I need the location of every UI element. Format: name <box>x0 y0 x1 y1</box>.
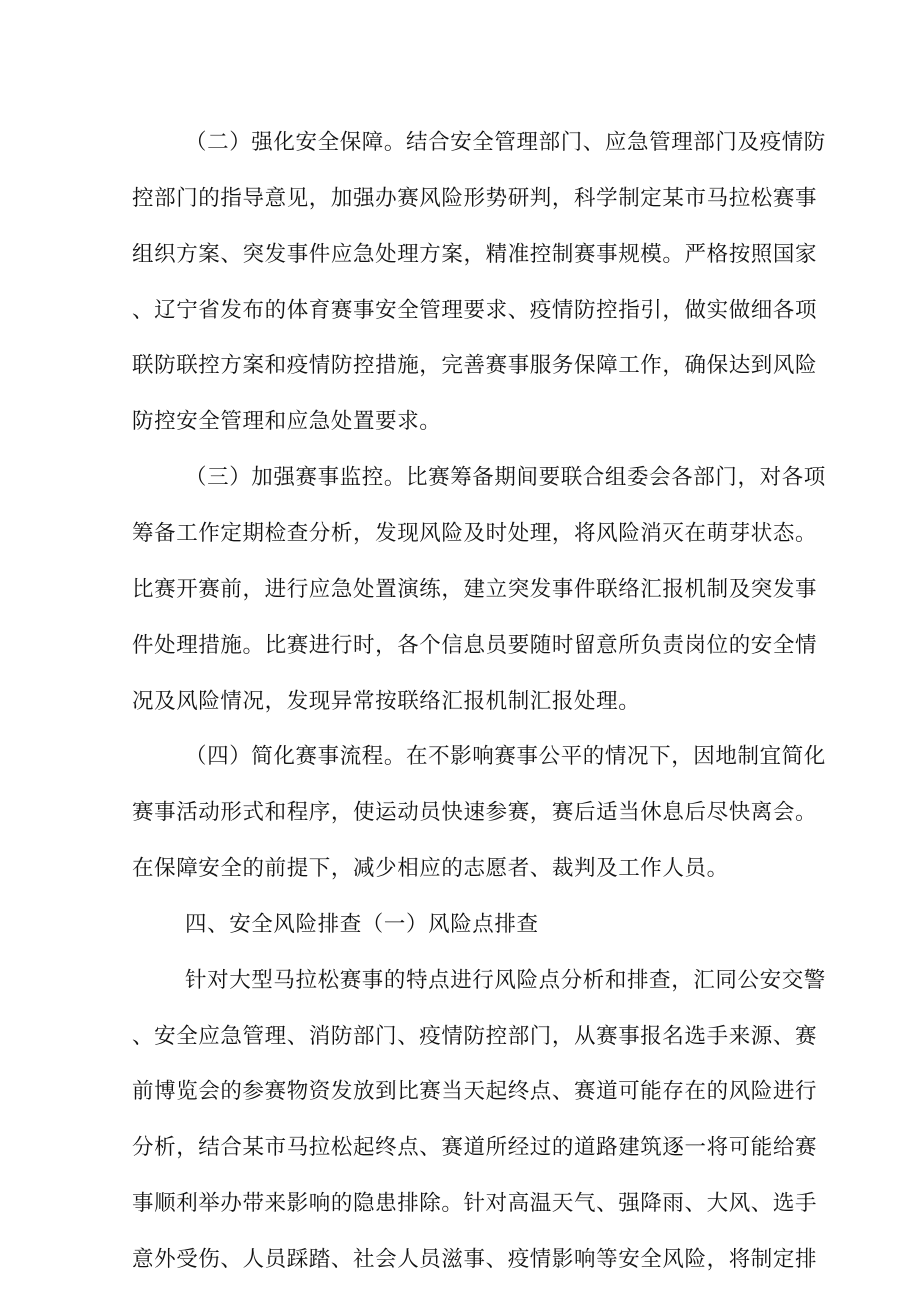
text-line-20: 事顺利举办带来影响的隐患排除。针对高温天气、强降雨、大风、选手 <box>132 1191 818 1216</box>
text-line-1: （二）强化安全保障。结合安全管理部门、应急管理部门及疫情防 <box>185 130 826 155</box>
text-line-6: 防控安全管理和应急处置要求。 <box>132 409 442 434</box>
text-line-7: （三）加强赛事监控。比赛筹备期间要联合组委会各部门，对各项 <box>185 465 826 490</box>
text-line-5: 联防联控方案和疫情防控措施，完善赛事服务保障工作，确保达到风险 <box>132 353 818 378</box>
text-line-18: 前博览会的参赛物资发放到比赛当天起终点、赛道可能存在的风险进行 <box>132 1079 818 1104</box>
text-line-16: 针对大型马拉松赛事的特点进行风险点分析和排查，汇同公安交警 <box>185 968 826 993</box>
text-line-12: （四）简化赛事流程。在不影响赛事公平的情况下，因地制宜简化 <box>185 744 826 769</box>
text-line-3: 组织方案、突发事件应急处理方案，精准控制赛事规模。严格按照国家 <box>132 242 818 267</box>
text-line-13: 赛事活动形式和程序，使运动员快速参赛，赛后适当休息后尽快离会。 <box>132 800 818 825</box>
text-line-2: 控部门的指导意见，加强办赛风险形势研判，科学制定某市马拉松赛事 <box>132 186 818 211</box>
text-line-10: 件处理措施。比赛进行时，各个信息员要随时留意所负责岗位的安全情 <box>132 633 818 658</box>
text-line-9: 比赛开赛前，进行应急处置演练，建立突发事件联络汇报机制及突发事 <box>132 577 818 602</box>
text-line-17: 、安全应急管理、消防部门、疫情防控部门，从赛事报名选手来源、赛 <box>132 1024 818 1049</box>
section-heading: 四、安全风险排查（一）风险点排查 <box>185 912 539 937</box>
text-line-21: 意外受伤、人员踩踏、社会人员滋事、疫情影响等安全风险，将制定排 <box>132 1247 818 1272</box>
text-line-4: 、辽宁省发布的体育赛事安全管理要求、疫情防控指引，做实做细各项 <box>132 298 818 323</box>
text-line-14: 在保障安全的前提下，减少相应的志愿者、裁判及工作人员。 <box>132 856 729 881</box>
text-line-11: 况及风险情况，发现异常按联络汇报机制汇报处理。 <box>132 689 641 714</box>
text-line-8: 筹备工作定期检查分析，发现风险及时处理，将风险消灭在萌芽状态。 <box>132 521 818 546</box>
text-line-19: 分析，结合某市马拉松起终点、赛道所经过的道路建筑逐一将可能给赛 <box>132 1135 818 1160</box>
